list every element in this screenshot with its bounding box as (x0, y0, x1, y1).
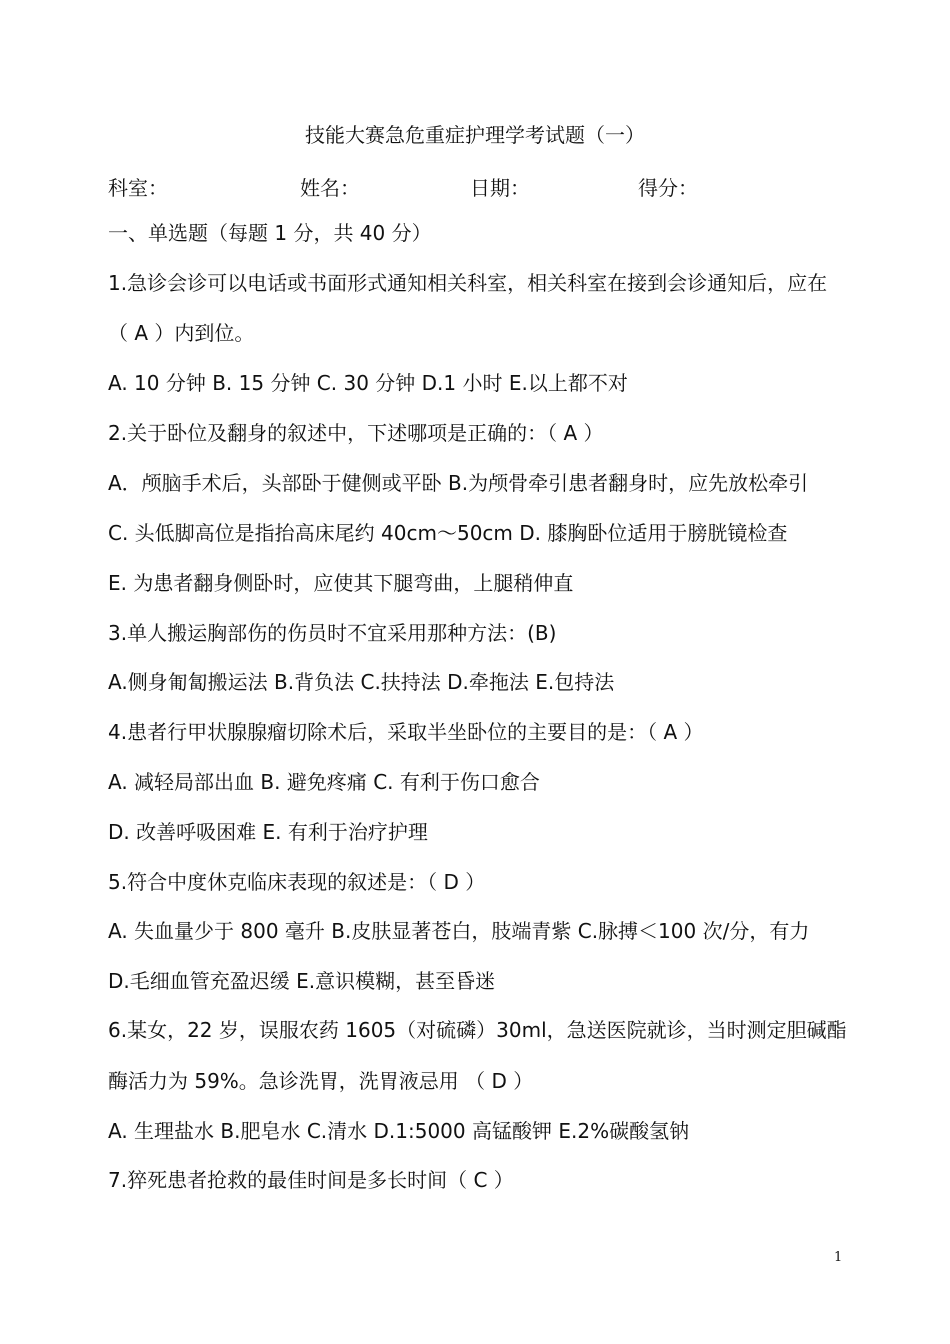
question-2-option-e: E. 为患者翻身侧卧时，应使其下腿弯曲，上腿稍伸直 (108, 571, 574, 595)
question-1-options: A. 10 分钟 B. 15 分钟 C. 30 分钟 D.1 小时 E.以上都不对 (108, 371, 628, 395)
question-5-options-de: D.毛细血管充盈迟缓 E.意识模糊，甚至昏迷 (108, 969, 496, 993)
exam-title: 技能大赛急危重症护理学考试题（一） (305, 123, 645, 147)
question-4-stem: 4.患者行甲状腺腺瘤切除术后，采取半坐卧位的主要目的是：（ A ） (108, 720, 704, 744)
question-5-stem: 5.符合中度休克临床表现的叙述是：（ D ） (108, 870, 486, 894)
question-3-options: A.侧身匍匐搬运法 B.背负法 C.扶持法 D.牵拖法 E.包持法 (108, 670, 615, 694)
date-field-label: 日期： (470, 176, 530, 200)
section-heading: 一、单选题（每题 1 分，共 40 分） (108, 221, 432, 245)
question-5-options-abc: A. 失血量少于 800 毫升 B.皮肤显著苍白，肢端青紫 C.脉搏＜100 次/分，有力 (108, 919, 810, 943)
name-field-label: 姓名： (300, 176, 360, 200)
question-4-options-de: D. 改善呼吸困难 E. 有利于治疗护理 (108, 820, 428, 844)
question-6-options: A. 生理盐水 B.肥皂水 C.清水 D.1:5000 高锰酸钾 E.2%碳酸氢钠 (108, 1119, 690, 1143)
score-field-label: 得分： (638, 176, 698, 200)
question-2-stem: 2.关于卧位及翻身的叙述中，下述哪项是正确的：（ A ） (108, 421, 604, 445)
question-6-stem: 6.某女，22 岁，误服农药 1605（对硫磷）30ml，急送医院就诊，当时测定胆碱酯 (108, 1018, 847, 1042)
question-3-stem: 3.单人搬运胸部伤的伤员时不宜采用那种方法：(B) (108, 621, 557, 645)
page-number: 1 (834, 1250, 843, 1265)
question-7-stem: 7.猝死患者抢救的最佳时间是多长时间（ C ） (108, 1168, 514, 1192)
question-2-options-ab: A．颅脑手术后，头部卧于健侧或平卧 B.为颅骨牵引患者翻身时，应先放松牵引 (108, 471, 809, 495)
question-4-options-abc: A. 减轻局部出血 B. 避免疼痛 C. 有利于伤口愈合 (108, 770, 540, 794)
question-2-options-cd: C. 头低脚高位是指抬高床尾约 40cm～50cm D. 膝胸卧位适用于膀胱镜检查 (108, 521, 788, 545)
question-1-stem: 1.急诊会诊可以电话或书面形式通知相关科室，相关科室在接到会诊通知后，应在 (108, 271, 828, 295)
question-6-stem-cont: 酶活力为 59%。急诊洗胃，洗胃液忌用 （ D ） (108, 1069, 534, 1093)
question-1-stem-cont: （ A ）内到位。 (108, 321, 255, 345)
dept-field-label: 科室： (108, 176, 168, 200)
